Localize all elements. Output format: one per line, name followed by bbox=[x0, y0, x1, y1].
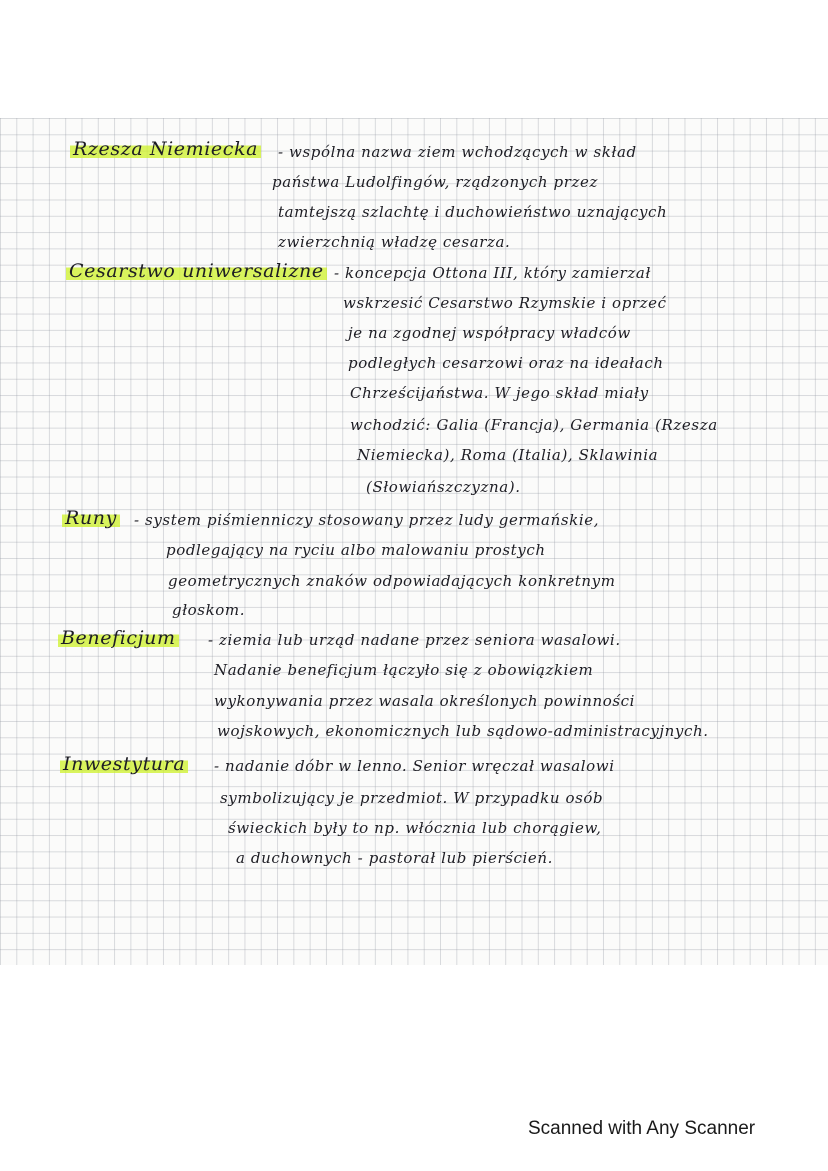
definition-line: - wspólna nazwa ziem wchodzących w skład bbox=[278, 143, 637, 161]
definition-line: podlegający na ryciu albo malowaniu prostych bbox=[166, 541, 546, 559]
definition-line: - ziemia lub urząd nadane przez seniora wasalowi. bbox=[208, 631, 621, 649]
definition-line: państwa Ludolfingów, rządzonych przez bbox=[272, 173, 598, 191]
definition-line: podległych cesarzowi oraz na ideałach bbox=[348, 354, 664, 372]
definition-line: głoskom. bbox=[172, 601, 246, 619]
definition-line: geometrycznych znaków odpowiadających konkretnym bbox=[168, 572, 616, 590]
definition-line: - koncepcja Ottona III, który zamierzał bbox=[334, 264, 651, 282]
definition-line: tamtejszą szlachtę i duchowieństwo uznających bbox=[278, 203, 668, 221]
definition-line: wchodzić: Galia (Francja), Germania (Rzesza bbox=[350, 416, 718, 434]
definition-line: wskrzesić Cesarstwo Rzymskie i oprzeć bbox=[343, 294, 667, 312]
definition-line: - system piśmienniczy stosowany przez ludy germańskie, bbox=[134, 511, 600, 529]
scanner-watermark: Scanned with Any Scanner bbox=[528, 1118, 756, 1139]
term-rzesza-niemiecka: Rzesza Niemiecka bbox=[70, 138, 261, 160]
definition-line: a duchownych - pastorał lub pierścień. bbox=[236, 849, 554, 867]
definition-line: wojskowych, ekonomicznych lub sądowo-administracyjnych. bbox=[217, 722, 709, 740]
definition-line: Niemiecka), Roma (Italia), Sklawinia bbox=[357, 446, 659, 464]
term-cesarstwo-uniwersalne: Cesarstwo uniwersalizne bbox=[66, 260, 327, 282]
definition-line: Nadanie beneficjum łączyło się z obowiązkiem bbox=[214, 661, 594, 679]
definition-line: - nadanie dóbr w lenno. Senior wręczał wasalowi bbox=[214, 757, 615, 775]
definition-line: symbolizujący je przedmiot. W przypadku osób bbox=[220, 789, 604, 807]
definition-line: wykonywania przez wasala określonych powinności bbox=[214, 692, 636, 710]
definition-line: je na zgodnej współpracy władców bbox=[348, 324, 631, 342]
definition-line: świeckich były to np. włócznia lub chorągiew, bbox=[228, 819, 602, 837]
term-beneficjum: Beneficjum bbox=[58, 627, 179, 649]
definition-line: zwierzchnią władzę cesarza. bbox=[278, 233, 511, 251]
definition-line: (Słowiańszczyzna). bbox=[366, 478, 521, 496]
term-inwestytura: Inwestytura bbox=[60, 753, 188, 775]
term-runy: Runy bbox=[62, 507, 120, 529]
definition-line: Chrześcijaństwa. W jego skład miały bbox=[350, 384, 649, 402]
